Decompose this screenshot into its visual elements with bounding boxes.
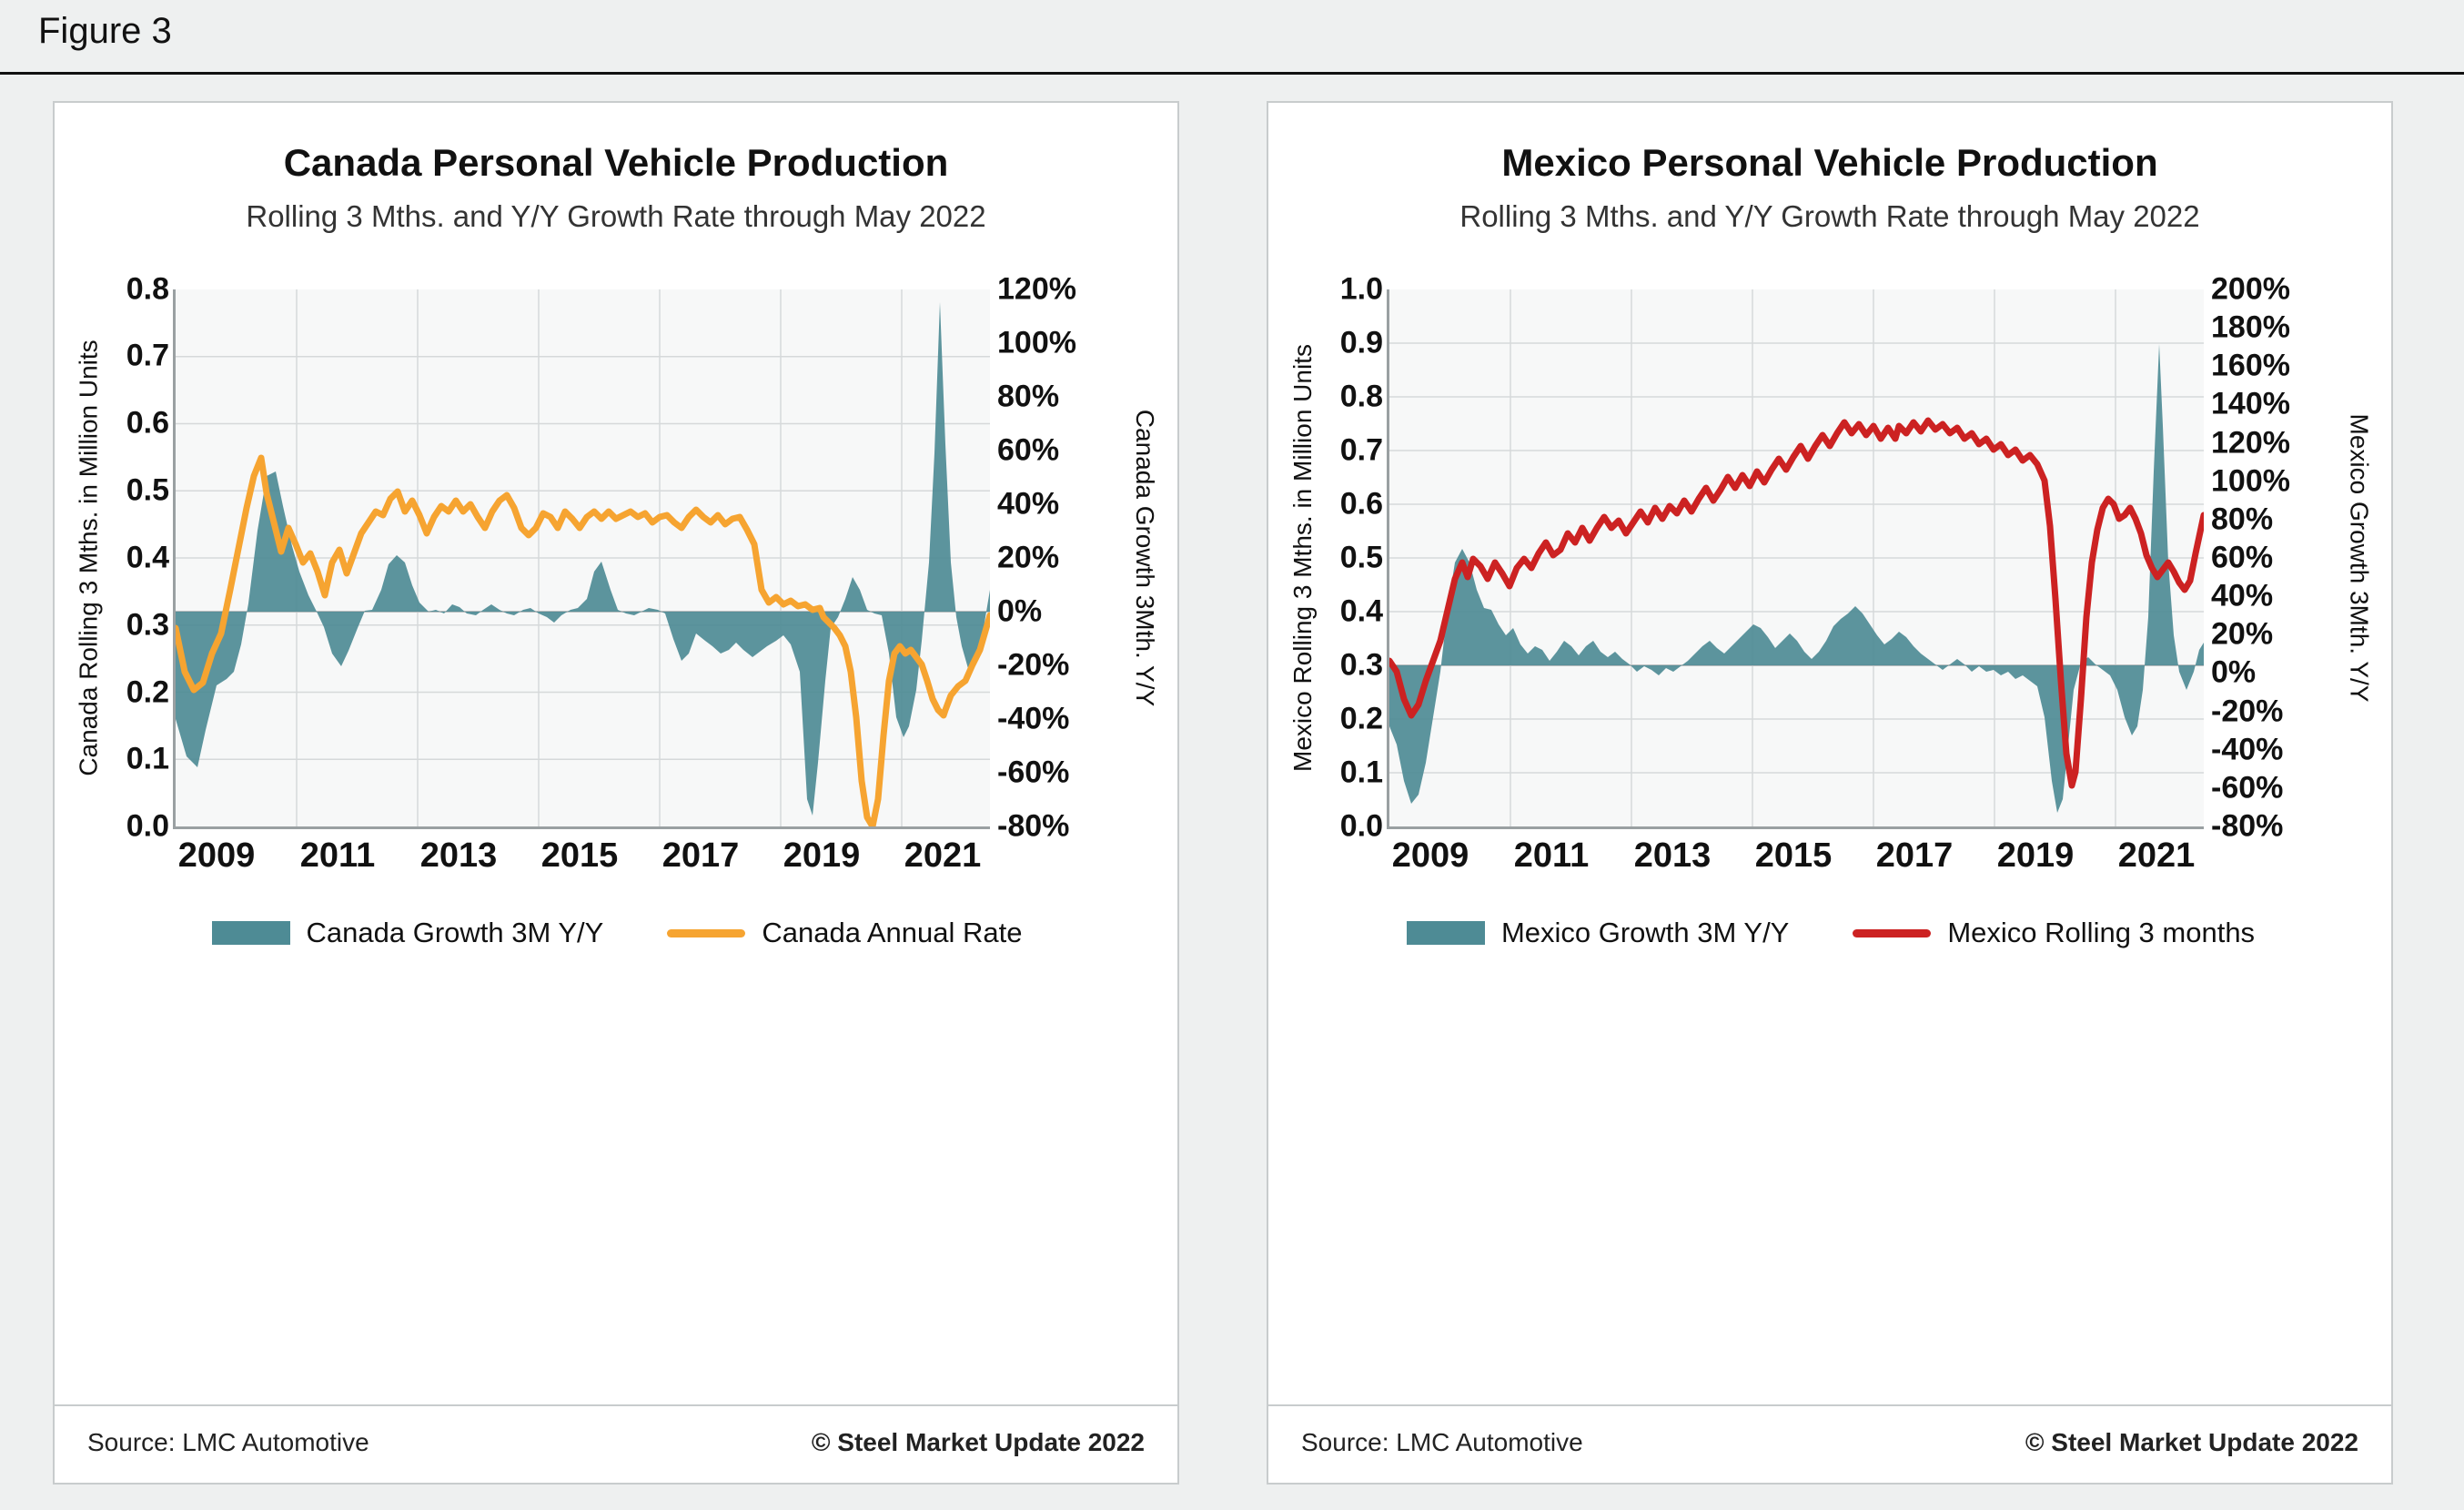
- mexico-xtick-0: 2009: [1391, 836, 1469, 875]
- mexico-ytick-left-0: 1.0: [1339, 271, 1383, 307]
- canada-ytick-right-8: -40%: [997, 701, 1070, 736]
- panel-canada-title: Canada Personal Vehicle Production: [283, 141, 949, 184]
- mexico-ytick-left-2: 0.8: [1339, 379, 1383, 414]
- panel-mexico-subtitle: Rolling 3 Mths. and Y/Y Growth Rate through May 2022: [1459, 199, 2200, 233]
- figure-header: [0, 0, 2464, 75]
- mexico-ytick-right-6: 80%: [2211, 502, 2274, 537]
- canada-ytick-left-3: 0.5: [126, 472, 169, 508]
- legend-swatch-line-icon: [1853, 929, 1931, 937]
- canada-ytick-left-7: 0.1: [126, 741, 169, 776]
- mexico-ytick-right-8: 40%: [2211, 578, 2274, 613]
- mexico-ytick-right-3: 140%: [2211, 386, 2290, 421]
- mexico-ytick-right-4: 120%: [2211, 425, 2290, 461]
- canada-ytick-left-6: 0.2: [126, 674, 169, 710]
- mexico-ytick-right-11: -20%: [2211, 694, 2284, 729]
- mexico-ytick-right-12: -40%: [2211, 732, 2284, 767]
- mexico-copyright: © Steel Market Update 2022: [2025, 1428, 2358, 1456]
- canada-xtick-1: 2011: [299, 836, 376, 875]
- canada-ytick-left-4: 0.4: [126, 540, 169, 575]
- panel-mexico-title: Mexico Personal Vehicle Production: [1501, 141, 2158, 184]
- mexico-plot: [1387, 289, 2204, 829]
- canada-plot-area: [173, 289, 987, 826]
- legend-label: Mexico Growth 3M Y/Y: [1500, 917, 1790, 948]
- panels-container: [0, 77, 2464, 1510]
- canada-ytick-right-5: 20%: [997, 540, 1060, 575]
- canada-ytick-right-1: 100%: [997, 325, 1076, 360]
- canada-annual-rate-line: [176, 458, 990, 826]
- mexico-ytick-right-13: -60%: [2211, 770, 2284, 806]
- canada-xtick-3: 2015: [540, 836, 619, 875]
- legend-swatch-area-icon: [1407, 921, 1485, 945]
- mexico-xtick-6: 2021: [2117, 836, 2196, 875]
- mexico-ytick-left-9: 0.1: [1339, 755, 1383, 790]
- canada-ytick-right-7: -20%: [997, 647, 1070, 683]
- mexico-footer: [1268, 1404, 2391, 1483]
- legend-swatch-area-icon: [212, 921, 290, 945]
- canada-ytick-right-2: 80%: [997, 379, 1060, 414]
- canada-ytick-right-0: 120%: [997, 271, 1076, 307]
- legend-item-mexico-growth[interactable]: [1407, 917, 1789, 949]
- mexico-xtick-3: 2015: [1754, 836, 1833, 875]
- panel-canada-card: [53, 101, 1179, 1485]
- panel-mexico-card: [1267, 101, 2393, 1485]
- legend-swatch-line-icon: [667, 929, 745, 937]
- canada-source: Source: LMC Automotive: [87, 1428, 369, 1456]
- mexico-rolling-line: [1389, 421, 2204, 785]
- canada-growth-area: [176, 302, 990, 816]
- mexico-ytick-left-6: 0.4: [1339, 593, 1383, 629]
- canada-ytick-right-10: -80%: [997, 808, 1070, 844]
- mexico-ytick-left-4: 0.6: [1339, 486, 1383, 522]
- legend-item-canada-annual[interactable]: [667, 917, 1022, 949]
- figure-label: Figure 3: [38, 11, 172, 51]
- mexico-ytick-right-14: -80%: [2211, 808, 2284, 844]
- canada-xtick-6: 2021: [904, 836, 982, 875]
- mexico-xtick-5: 2019: [1996, 836, 2075, 875]
- legend-label: Canada Growth 3M Y/Y: [306, 917, 604, 948]
- mexico-ytick-right-9: 20%: [2211, 616, 2274, 652]
- mexico-ytick-right-10: 0%: [2211, 654, 2257, 690]
- mexico-xtick-4: 2017: [1875, 836, 1954, 875]
- legend-item-mexico-rolling[interactable]: [1853, 917, 2255, 949]
- mexico-source: Source: LMC Automotive: [1301, 1428, 1583, 1456]
- mexico-legend: [1323, 909, 2338, 957]
- canada-ytick-left-8: 0.0: [126, 808, 169, 844]
- mexico-y-right-axis-title: Mexico Growth 3Mth. Y/Y: [2345, 413, 2373, 703]
- mexico-ytick-right-2: 160%: [2211, 348, 2290, 383]
- canada-ytick-left-1: 0.7: [126, 338, 169, 373]
- canada-ytick-right-9: -60%: [997, 755, 1070, 790]
- canada-copyright: © Steel Market Update 2022: [811, 1428, 1145, 1456]
- legend-item-canada-growth[interactable]: [212, 917, 604, 949]
- canada-xtick-5: 2019: [783, 836, 861, 875]
- mexico-xtick-2: 2013: [1633, 836, 1712, 875]
- panel-mexico: [1232, 77, 2464, 1510]
- canada-legend: [109, 909, 1125, 957]
- canada-ytick-left-5: 0.3: [126, 607, 169, 643]
- mexico-ytick-left-5: 0.5: [1339, 540, 1383, 575]
- mexico-ytick-right-5: 100%: [2211, 463, 2290, 499]
- mexico-ytick-left-7: 0.3: [1339, 647, 1383, 683]
- mexico-ytick-right-1: 180%: [2211, 309, 2290, 345]
- canada-y-left-axis-title: Canada Rolling 3 Mths. in Million Units: [75, 339, 104, 776]
- mexico-ytick-right-0: 200%: [2211, 271, 2290, 307]
- canada-plot: [173, 289, 990, 829]
- canada-y-right-axis-title: Canada Growth 3Mth. Y/Y: [1131, 409, 1160, 707]
- canada-ytick-left-0: 0.8: [126, 271, 169, 307]
- canada-ytick-right-4: 40%: [997, 486, 1060, 522]
- canada-ytick-right-3: 60%: [997, 432, 1060, 468]
- canada-xtick-0: 2009: [177, 836, 256, 875]
- panel-canada-subtitle: Rolling 3 Mths. and Y/Y Growth Rate through May 2022: [246, 199, 986, 233]
- canada-ytick-right-6: 0%: [997, 593, 1043, 629]
- mexico-ytick-right-7: 60%: [2211, 540, 2274, 575]
- mexico-y-left-axis-title: Mexico Rolling 3 Mths. in Million Units: [1288, 344, 1317, 772]
- mexico-ytick-left-1: 0.9: [1339, 325, 1383, 360]
- mexico-ytick-left-10: 0.0: [1339, 808, 1383, 844]
- panel-canada: [0, 77, 1232, 1510]
- mexico-ytick-left-3: 0.7: [1339, 432, 1383, 468]
- mexico-xtick-1: 2011: [1513, 836, 1590, 875]
- legend-label: Mexico Rolling 3 months: [1947, 917, 2256, 948]
- legend-label: Canada Annual Rate: [762, 917, 1023, 948]
- canada-xtick-2: 2013: [419, 836, 498, 875]
- canada-ytick-left-2: 0.6: [126, 405, 169, 441]
- canada-xtick-4: 2017: [661, 836, 740, 875]
- mexico-plot-area: [1387, 289, 2201, 826]
- mexico-ytick-left-8: 0.2: [1339, 701, 1383, 736]
- canada-footer: [55, 1404, 1177, 1483]
